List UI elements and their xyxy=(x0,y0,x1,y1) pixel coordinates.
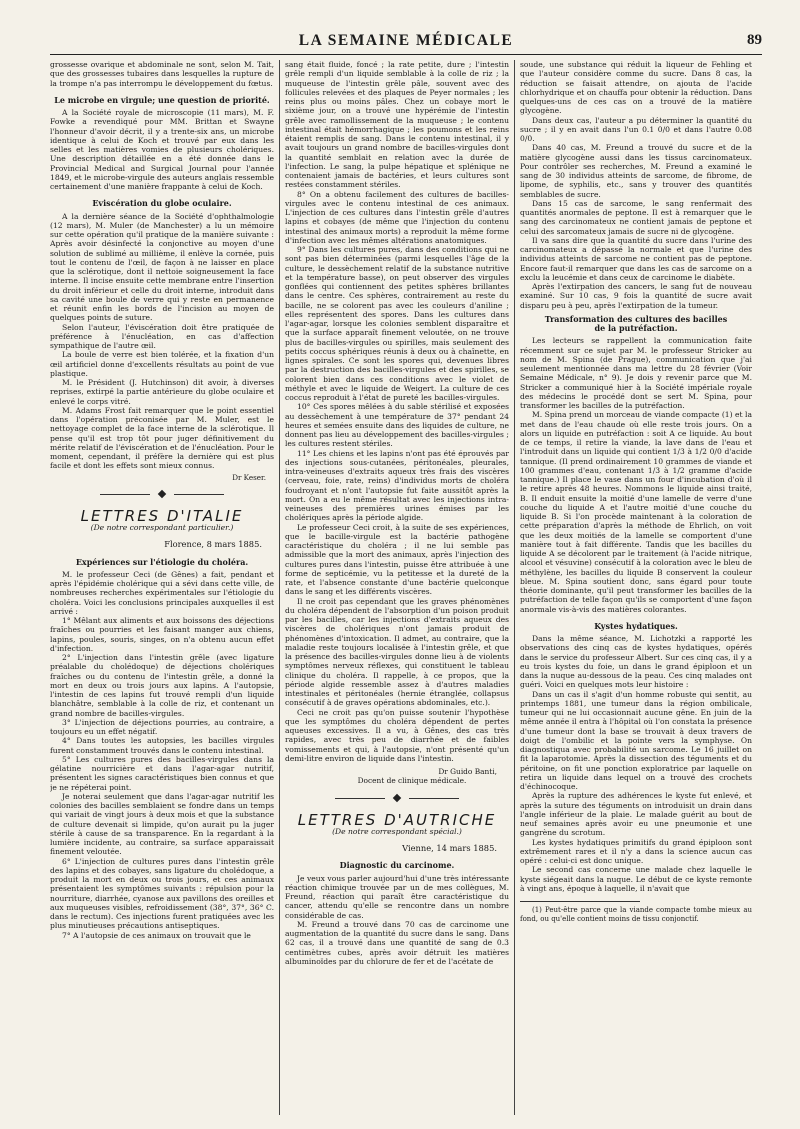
header-rule xyxy=(50,54,762,55)
paragraph: Je noterai seulement que dans l'agar-agar nutritif les colonies des bacilles semblaient se fondre dans un temps qui variait de vingt jours à deux mois et que la substance de culture devenait si limpide, qu'on aurait pu la juger stérile à cause de sa transparence. En la regardant à la lumière incidente, au contraire, sa surface apparaissait finement veloutée. xyxy=(50,791,274,857)
paragraph: grossesse ovarique et abdominale ne sont, selon M. Tait, que des grossesses tubaires dans lesquelles la rupture de la trompe n'a pas interrompu le développement du fœtus. xyxy=(50,60,274,88)
paragraph: Dans deux cas, l'auteur a pu déterminer la quantité du sucre ; il y en avait dans l'un 0.1 0/0 et dans l'autre 0.08 0/0. xyxy=(520,115,752,143)
paragraph: 6° L'injection de cultures pures dans l'intestin grêle des lapins et des cobayes, sans ligature du cholédoque, a produit la mort en deux ou trois jours, et ces animaux présentaient les symptômes suivants : répulsion pour la nourriture, diarrhée, cyanose aux pavillons des oreilles et aux muqueuses visibles, refroidissement (38°, 37°, 36° C. dans le rectum). Ces injections furent pratiquées avec les plus minutieuses précautions antiseptiques. xyxy=(50,856,274,931)
paragraph: Dans 40 cas, M. Freund a trouvé du sucre et de la matière glycogène aussi dans les tissus carcinomateux. Pour contrôler ses recherches, M. Freund a examiné le sang de 30 individus atteints de sarcome, de fibrome, de lipome, de syphilis, etc., sans y trouver des quantités semblables de sucre. xyxy=(520,143,752,199)
paragraph: M. le professeur Ceci (de Gênes) a fait, pendant et après l'épidémie cholérique qui a sévi dans cette ville, de nombreuses recherches expérimentales sur l'étiologie du choléra. Voici les conclusions principales auxquelles il est arrivé : xyxy=(50,569,274,616)
column-1 xyxy=(50,60,274,1110)
paragraph: 10° Ces spores mêlées à du sable stérilisé et exposées au dessèchement à une température de 37° pendant 24 heures et semées ensuite dans des liquides de culture, ne donnent pas lieu au développement des bacilles-virgules ; les cultures restent stériles. xyxy=(285,402,509,449)
section-heading: Transformation des cultures des bacilles xyxy=(544,313,728,324)
paragraph: 2° L'injection dans l'intestin grêle (avec ligature préalable du cholédoque) de déjections cholériques fraîches ou du contenu de l'intestin grêle, a donné la mort en deux ou trois jours aux lapins. A l'autopsie, l'intestin de ces lapins fut trouvé rempli d'un liquide blanchâtre, semblable à la colle de riz, et contenant un grand nombre de bacilles-virgules. xyxy=(50,653,274,718)
footnote: (1) Peut-être parce que la viande compacte tombe mieux au fond, ou qu'elle contient moins de tissu conjonctif. xyxy=(520,906,752,923)
paragraph: La boule de verre est bien tolérée, et la fixation d'un œil artificiel donne d'excellents résultats au point de vue plastique. xyxy=(50,350,274,378)
paragraph: Dans un cas il s'agit d'un homme robuste qui sentit, au printemps 1881, une tumeur dans la région ombilicale, tumeur qui ne lui occasionnait aucune gêne. En juin de la même année il entra à l'hôpital où l'on constata la présence d'une tumeur dont la base se trouvait à deux travers de doigt de l'ombilic et la pointe vers la symphyse. On diagnostiqua avec probabilité un sarcome. Le 16 juillet on fit la laparotomie. Après la dissection des téguments et du péritoine, on fit une ponction exploratrice par laquelle on retira un liquide dans lequel on a trouvé des crochets d'échinocoque. xyxy=(520,689,752,791)
paragraph: 1° Mêlant aux aliments et aux boissons des déjections fraîches ou pourries et les faisant manger aux chiens, lapins, poules, souris, singes, on n'a obtenu aucun effet d'infection. xyxy=(50,616,274,653)
paragraph: 8° On a obtenu facilement des cultures de bacilles-virgules avec le contenu intestinal de ces animaux. L'injection de ces cultures dans l'intestin grêle d'autres lapins et cobayes (de même que l'injection du contenu intestinal des animaux morts) a reproduit la même forme d'infection avec les mêmes altérations anatomiques. xyxy=(285,189,509,245)
correspondent-line: (De notre correspondant spécial.) xyxy=(332,826,462,836)
paragraph: A la dernière séance de la Société d'ophthalmologie (12 mars), M. Muler (de Manchester) a lu un mémoire sur cette opération qu'il pratique de la manière suivante : Après avoir désinfecté la conjonctive au moyen d'une solution de sublimé au millième, il enlève la cornée, puis tout le contenu de l'œil, de façon à ne laisser en place que la sclérotique, dont il nettoie soigneusement la face interne. Il incise ensuite cette membrane entre l'insertion du droit inférieur et celle du droit interne, introduit dans sa cavité une boule de verre qui y reste en permanence et réunit enfin les bords de l'incision au moyen de quelques points de suture. xyxy=(50,211,274,323)
paragraph: Selon l'auteur, l'éviscération doit être pratiquée de préférence à l'énucléation, en cas d'affection sympathique de l'autre œil. xyxy=(50,322,274,350)
paragraph: Dans la même séance, M. Lichotzki a rapporté les observations des cinq cas de kystes hydatiques, opérés dans le service du professeur Albert. Sur ces cinq cas, il y a eu trois kystes du foie, un dans le grand épiploon et un dans la nuque au-dessous de la peau. Ces cinq malades ont guéri. Voici en quelques mots leur histoire : xyxy=(520,634,752,690)
author-title: Docent de clinique médicale. xyxy=(357,776,467,786)
paragraph: Après l'extirpation des cancers, le sang fut de nouveau examiné. Sur 10 cas, 9 fois la quantité de sucre avait disparu peu à peu, après l'extirpation de la tumeur. xyxy=(520,282,752,310)
footnote-rule xyxy=(520,901,640,902)
correspondent-line: (De notre correspondant particulier.) xyxy=(90,523,234,532)
paragraph: Après la rupture des adhérences le kyste fut enlevé, et après la suture des téguments on introduisit un drain dans l'angle inférieur de la plaie. Le malade guérit au bout de neuf semaines après avoir eu une pneumonie et une gangrène du scrotum. xyxy=(520,791,752,838)
ornament-divider xyxy=(285,794,509,804)
section-heading: Le microbe en virgule; une question de priorité. xyxy=(54,94,270,105)
column-3 xyxy=(520,60,752,1110)
paragraph: 11° Les chiens et les lapins n'ont pas été éprouvés par des injections sous-cutanées, péritonéales, pleurales, intra-veineuses d'extraits aqueux très frais des viscères (cerveau, foie, rate, reins) d'individus morts de choléra foudroyant et n'ont l'autopsie fut faite aussitôt après la mort. On a eu le même résultat avec les injections intra-veineuses des premières urines émises par les cholériques après la période algide. xyxy=(285,448,509,523)
column-2 xyxy=(285,60,509,1110)
running-header xyxy=(50,32,762,52)
author-signature: Dr Keser. xyxy=(232,472,266,482)
paragraph: Le second cas concerne une malade chez laquelle le kyste siégeait dans la nuque. Le début de ce kyste remonte à vingt ans, époque à laquelle, il n'avait que xyxy=(520,865,752,893)
paragraph: M. le Président (J. Hutchinson) dit avoir, à diverses reprises, extirpé la partie antérieure du globe oculaire et enlevé le corps vitré. xyxy=(50,378,274,406)
paragraph: 7° A l'autopsie de ces animaux on trouvait que le xyxy=(62,930,251,940)
section-heading-line2: de la putréfaction. xyxy=(594,323,678,333)
dateline: Vienne, 14 mars 1885. xyxy=(402,843,497,853)
paragraph: Le professeur Ceci croit, à la suite de ses expériences, que le bacille-virgule est la bactérie pathogène caractéristique du choléra ; il ne lui semble pas admissible que la mort des animaux, après l'injection des cultures pures dans l'intestin, puisse être attribuée à une forme de septicémie, vu la petitesse et la dureté de la rate, et l'absence constante d'une bactérie quelconque dans le sang et les différents viscères. xyxy=(285,522,509,597)
page-number: 89 xyxy=(747,32,762,48)
ornament-divider xyxy=(50,490,274,500)
paragraph: sang était fluide, foncé ; la rate petite, dure ; l'intestin grêle rempli d'un liquide semblable à la colle de riz ; la muqueuse de l'intestin grêle pâle, souvent avec des follicules relevées et des plaques de Peyer normales ; les reins plus ou moins pâles. Chez un cobaye mort le sixième jour, on a trouvé une hypérémie de l'intestin grêle avec ramollissement de la muqueuse ; le contenu intestinal était hémorrhagique ; les poumons et les reins étaient remplis de sang. Dans le contenu intestinal, il y avait toujours un grand nombre de bacilles-virgules dont la quantité semblait en relation avec la durée de l'infection. Le sang, la pulpe hépatique et splénique ne contenaient jamais de bactéries, et leurs cultures sont restées constamment stériles. xyxy=(285,60,509,190)
paragraph: Il ne croit pas cependant que les graves phénomènes du choléra dépendent de l'absorption d'un poison produit par les bacilles, car les injections d'extraits aqueux des viscères de cholériques n'ont jamais produit de phénomènes d'intoxication. Il admet, au contraire, que la maladie reste toujours localisée à l'intestin grêle, et que la présence des bacilles-virgules donne lieu à de violents symptômes nerveux réflexes, qui constituent le tableau clinique du choléra. Il rappelle, à ce propos, que la période algide ressemble assez à d'autres maladies intestinales et péritonéales (hernie étranglée, collapsus consécutif à de graves opérations abdominales, etc.). xyxy=(285,596,509,708)
paragraph: M. Freund a trouvé dans 70 cas de carcinome une augmentation de la quantité du sucre dans le sang. Dans 62 cas, il a trouvé dans une quantité de sang de 0.3 centimètres cubes, après avoir détruit les matières albuminoïdes par du chlorure de fer et de l'acétate de xyxy=(285,919,509,966)
author-signature: Dr Guido Banti, xyxy=(438,767,497,776)
section-heading: Eviscération du globe oculaire. xyxy=(92,198,232,209)
paragraph: Ceci ne croit pas qu'on puisse soutenir l'hypothèse que les symptômes du choléra dépendent de pertes aqueuses excessives. Il a vu, à Gênes, des cas très rapides, avec très peu de diarrhée et de faibles vomissements et qui, à l'autopsie, n'ont présenté qu'un demi-litre environ de liquide dans l'intestin. xyxy=(285,707,509,763)
paragraph: soude, une substance qui réduit la liqueur de Fehling et que l'auteur considère comme du sucre. Dans 8 cas, la réduction se faisait attendre, on ajouta de l'acide chlorhydrique et on chauffa pour obtenir la réduction. Dans quelques-uns de ces cas on a trouvé de la matière glycogène. xyxy=(520,60,752,116)
paragraph: M. Adams Frost fait remarquer que le point essentiel dans l'opération préconisée par M. Muler, est le nettoyage complet de la face interne de la sclérotique. Il pense qu'il est trop tôt pour juger définitivement du mérite relatif de l'éviscération et de l'énucléation. Pour le moment, cependant, il préfère la dernière qui est plus facile et dont les effets sont mieux connus. xyxy=(50,405,274,471)
dateline: Florence, 8 mars 1885. xyxy=(164,539,262,550)
section-heading: Expériences sur l'étiologie du choléra. xyxy=(75,556,249,567)
section-heading: Diagnostic du carcinome. xyxy=(339,860,455,871)
column-divider-1 xyxy=(279,60,280,1115)
paragraph: Il va sans dire que la quantité du sucre dans l'urine des carcinomateux a dépassé la normale et que l'urine des individus atteints de sarcome ne contient pas de peptone. Encore faut-il remarquer que dans les cas de sarcome on a exclu la leucémie et dans ceux de carcinome le diabète. xyxy=(520,235,752,282)
paragraph: 3° L'injection de déjections pourries, au contraire, a toujours eu un effet négatif. xyxy=(50,717,274,736)
paragraph: Les kystes hydatiques primitifs du grand épiploon sont extrêmement rares et il n'y a dans la science aucun cas opéré : celui-ci est donc unique. xyxy=(520,837,752,865)
paragraph: Les lecteurs se rappellent la communication faite récemment sur ce sujet par M. le professeur Stricker au nom de M. Spina (de Prague), communication que j'ai seulement mentionnée dans ma lettre du 28 février (Voir Semaine Médicale, n° 9). Je dois y revenir parce que M. Stricker a communiqué hier à la Société impériale royale des médecins le procédé dont se sert M. Spina, pour transformer les bacilles de la putréfaction. xyxy=(520,336,752,410)
paragraph: Je veux vous parler aujourd'hui d'une très intéressante réaction chimique trouvée par un de mes collègues, M. Freund, réaction qui paraît être caractéristique du cancer, attendu qu'elle se rencontre dans un nombre considérable de cas. xyxy=(285,873,509,920)
paragraph: 4° Dans toutes les autopsies, les bacilles virgules furent constamment trouvés dans le contenu intestinal. xyxy=(50,736,274,755)
paragraph: 5° Les cultures pures des bacilles-virgules dans la gélatine nourricière et dans l'agar-agar nutritif, présentent les signes caractéristiques bien connus et que je ne répéterai point. xyxy=(50,754,274,792)
paragraph: M. Spina prend un morceau de viande compacte (1) et la met dans de l'eau chaude où elle reste trois jours. On a alors un liquide en putréfaction : soit A ce liquide. Au bout de ce temps, il retire la viande, la lave dans de l'eau et l'introduit dans un liquide qui contient 1/3 à 1/2 0/0 d'acide tannique. (Il prend ordinairement 10 grammes de viande et 100 grammes d'eau, contenant 1/3 à 1/2 gramme d'acide tannique.) Il place le vase dans un four d'incubation d'où il le retire après 48 heures. Nommons le liquide ainsi traité, B. Il enduit ensuite la moitié d'une lamelle de verre d'une couche du liquide A et l'autre moitié d'une couche du liquide B. Si l'on procède maintenant à la coloration de cette préparation d'après la méthode de Ehrlich, on voit que les deux moitiés de la lamelle se comportent d'une manière tout à fait différente. Tandis que les bacilles du liquide A se décolorent par le traitement (à l'acide nitrique, alcool et vésuvine) consécutif à la coloration avec le bleu de méthylène, les bacilles du liquide B conservent la couleur bleue. M. Spina soutient donc, sans égard pour toute théorie dominante, qu'il peut transformer les bacilles de la putréfaction de telle façon qu'ils se comportent d'une façon anormale vis-à-vis des matières colorantes. xyxy=(520,410,752,614)
column-divider-2 xyxy=(514,60,515,1115)
paragraph: Dans 15 cas de sarcome, le sang renfermait des quantités anormales de peptone. Il est à remarquer que le sang des carcinomateux ne contient jamais de peptone et celui des sarcomateux jamais de sucre ni de glycogène. xyxy=(520,198,752,236)
running-title: LA SEMAINE MÉDICALE xyxy=(298,32,514,49)
letters-heading: LETTRES D'AUTRICHE xyxy=(297,810,497,829)
paragraph: 9° Dans les cultures pures, dans des conditions qui ne sont pas bien déterminées (parmi lesquelles l'âge de la culture, le dessèchement relatif de la substance nutritive et la température basse), on peut observer des virgules gonflées qui contiennent des petites sphères brillantes dans le centre. Ces sphères, contrairement au reste du bacille, ne se colorent pas avec les couleurs d'aniline ; elles représentent des spores. Dans les cultures dans l'agar-agar, lorsque les colonies semblent disparaître et que la surface apparaît finement veloutée, on ne trouve plus de bacilles-virgules ou spirilles, mais seulement des petits coccus sphériques réunis à deux ou à chaînette, en lignes spirales. Ce sont les spores qui, devenues libres par la destruction des bacilles-virgules et des spirilles, se colorent bien dans ces conditions avec le violet de méthyle et avec le liquide de Weigert. La culture de ces coccus reproduit à l'état de pureté les bacilles-virgules. xyxy=(285,245,509,402)
paragraph: A la Société royale de microscopie (11 mars), M. F. Fowke a revendiqué pour MM. Brittan et Swayne l'honneur d'avoir décrit, il y a trente-six ans, un microbe identique à celui de Koch et trouvé par eux dans les selles et les matières vomies de plusieurs cholériques. Une description détaillée en a été donnée dans le Provincial Medical and Surgical Journal pour l'année 1849, et le microbe-virgule des auteurs anglais ressemble certainement d'une manière frappante à celui de Koch. xyxy=(50,108,274,191)
letters-heading: LETTRES D'ITALIE xyxy=(80,506,244,525)
section-heading: Kystes hydatiques. xyxy=(594,620,678,631)
